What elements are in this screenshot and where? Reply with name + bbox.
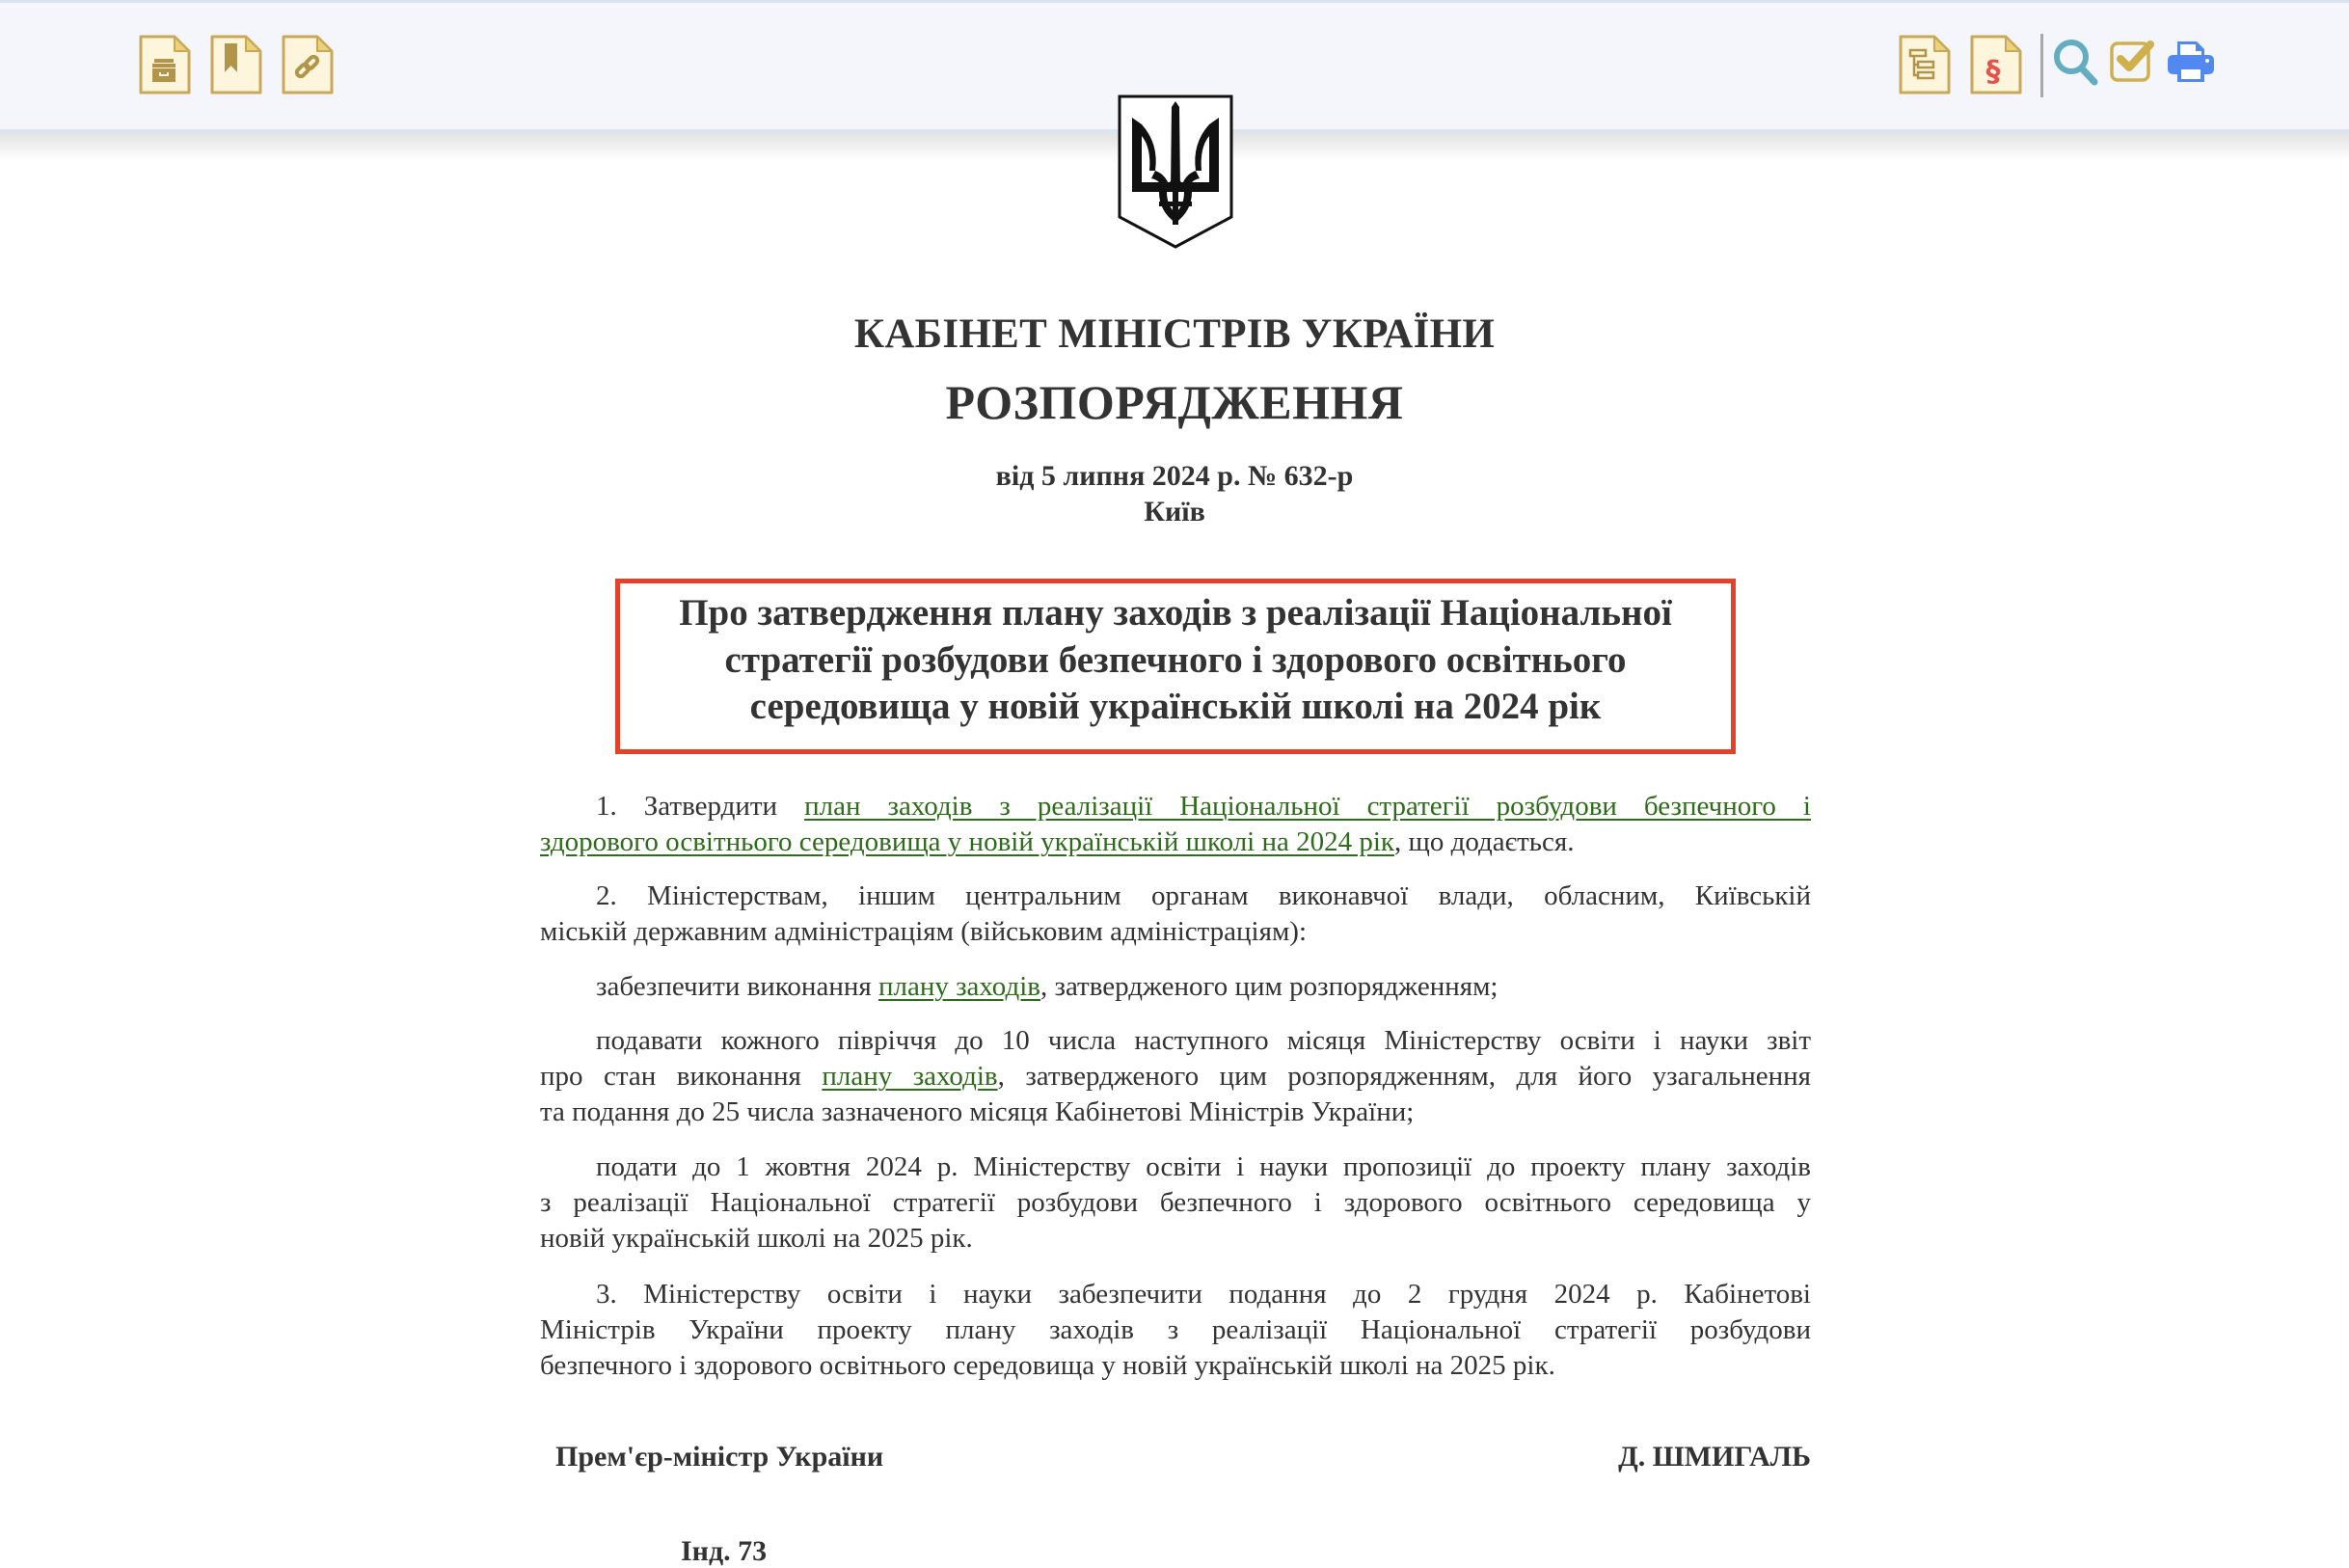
paragraph-6 [540, 1277, 1811, 1384]
organization-name: КАБІНЕТ МІНІСТРІВ УКРАЇНИ [853, 311, 1496, 357]
document-city: Київ [1144, 496, 1205, 527]
p4-line-2-prefix: про стан виконання [540, 1061, 823, 1092]
p5-line-3: новій українській школі на 2025 рік. [540, 1223, 973, 1254]
signature-name: Д. ШМИГАЛЬ [1618, 1441, 1811, 1473]
plan-link[interactable]: план заходів з реалізації Національної стратегії розбудови безпечного і [804, 791, 1811, 822]
p6-line-1: 3. Міністерству освіти і науки забезпечити подання до 2 грудня 2024 р. Кабінетові [596, 1279, 1811, 1310]
paragraph-5 [540, 1149, 1811, 1257]
p2-line-2: міській державним адміністраціям (військовим адміністраціям): [540, 916, 1308, 947]
p4-line-2-suffix: , затвердженого цим розпорядженням, для його узагальнення [997, 1061, 1811, 1092]
document-kind: РОЗПОРЯДЖЕННЯ [945, 375, 1404, 429]
document-title-box [615, 579, 1736, 754]
paragraph-1 [540, 789, 1811, 860]
p4-line-3: та подання до 25 числа зазначеного місяця Кабінетові Міністрів України; [540, 1096, 1415, 1127]
p5-line-2: з реалізації Національної стратегії розбудови безпечного і здорового освітнього середовища у [540, 1187, 1811, 1218]
p6-line-3: безпечного і здорового освітнього середовища у новій українській школі на 2025 рік. [540, 1350, 1555, 1381]
document-title-line-2: стратегії розбудови безпечного і здорового освітнього [724, 639, 1627, 681]
plan-link-2[interactable]: плану заходів [878, 971, 1040, 1002]
p6-line-2: Міністрів України проекту плану заходів з реалізації Національної стратегії розбудови [540, 1314, 1811, 1345]
plan-link-continued[interactable]: здорового освітнього середовища у новій українській школі на 2024 рік [540, 826, 1395, 857]
p5-line-1: подати до 1 жовтня 2024 р. Міністерству освіти і науки пропозиції до проекту плану заходів [596, 1151, 1811, 1182]
document-structure-icon[interactable] [1898, 34, 1952, 95]
link-document-icon[interactable] [281, 34, 335, 95]
plan-link-3[interactable]: плану заходів [822, 1061, 998, 1092]
paragraph-document-icon[interactable] [1969, 34, 2023, 95]
document-title-line-1: Про затвердження плану заходів з реалізації Національної [679, 592, 1672, 634]
p1-suffix: , що додається. [1394, 826, 1575, 857]
p4-line-1: подавати кожного півріччя до 10 числа наступного місяця Міністерству освіти і науки звіт [596, 1025, 1811, 1056]
checkbox-icon[interactable] [2109, 38, 2157, 84]
p3-prefix: забезпечити виконання [596, 971, 878, 1002]
toolbar-separator [2040, 34, 2043, 97]
print-icon[interactable] [2166, 40, 2216, 84]
paragraph-4 [540, 1023, 1811, 1130]
document-date-number: від 5 липня 2024 р. № 632-р [995, 460, 1354, 492]
search-icon[interactable] [2051, 36, 2101, 90]
paragraph-3 [540, 969, 1811, 1005]
p1-prefix: 1. Затвердити [596, 791, 805, 822]
p3-suffix: , затвердженого цим розпорядженням; [1040, 971, 1498, 1002]
svg-text:§: § [1985, 55, 2001, 89]
bookmark-document-icon[interactable] [209, 34, 263, 95]
signature-position: Прем'єр-міністр України [555, 1441, 884, 1473]
p2-line-1: 2. Міністерствам, іншим центральним органам виконавчої влади, обласним, Київській [596, 880, 1811, 911]
paragraph-2 [540, 879, 1811, 950]
document-title-line-3: середовища у новій українській школі на 2024 рік [749, 686, 1602, 727]
coat-of-arms-icon [1117, 94, 1234, 250]
archive-document-icon[interactable] [138, 34, 192, 95]
cutoff-index-text: Інд. 73 [681, 1535, 768, 1567]
